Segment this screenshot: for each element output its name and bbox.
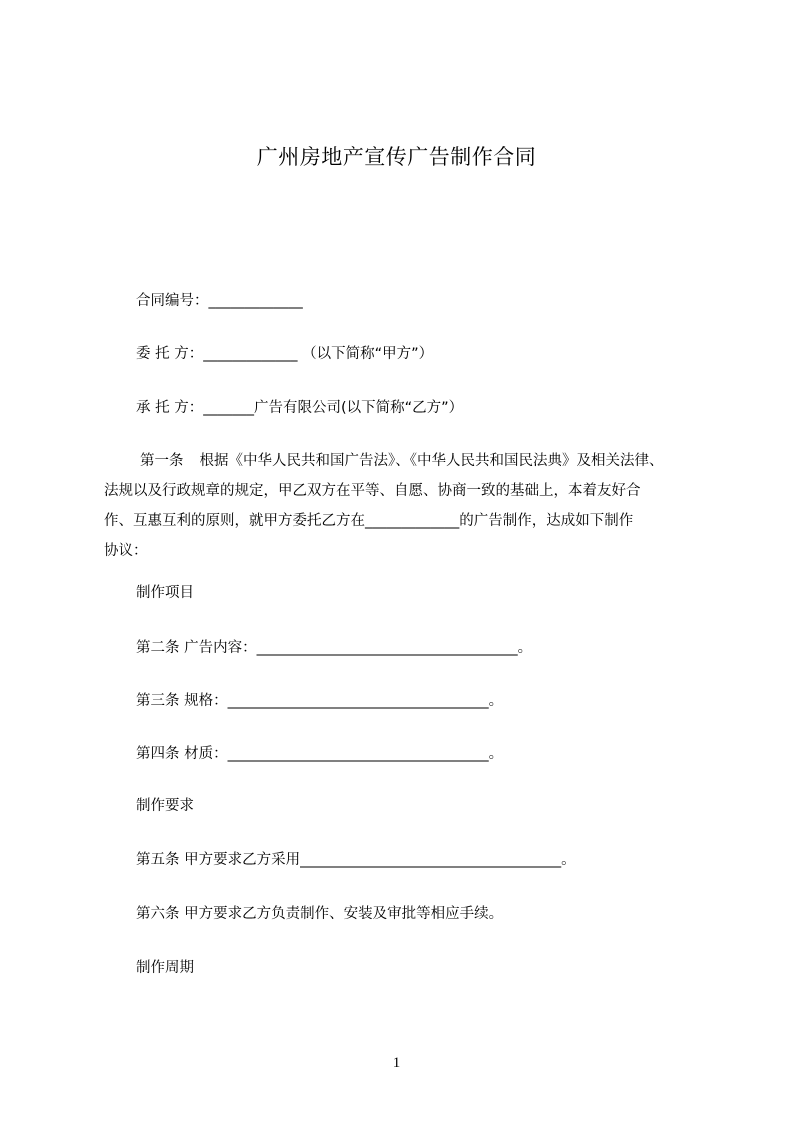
article-1-line-2: 法规以及行政规章的规定，甲乙双方在平等、自愿、协商一致的基础上，本着友好合: [104, 483, 641, 499]
section-heading-production-requirements: 制作要求: [136, 798, 194, 814]
article-1-line-4: 协议：: [104, 543, 148, 559]
document-title: 广州房地产宣传广告制作合同: [256, 145, 537, 169]
article-2: 第二条 广告内容：____________________________________。: [136, 640, 533, 656]
article-5: 第五条 甲方要求乙方采用____________________________________。: [136, 852, 576, 868]
article-1: [104, 451, 724, 571]
article-1-line-1: 根据《中华人民共和国广告法》、《中华人民共和国民法典》及相关法律、: [199, 453, 664, 469]
article-6: 第六条 甲方要求乙方负责制作、安装及审批等相应手续。: [136, 906, 504, 922]
contractor-field: 承 托 方：_______广告有限公司(以下简称“乙方”）: [136, 400, 464, 416]
article-1-line-3: 作、互惠互利的原则，就甲方委托乙方在_____________的广告制作，达成如下制作: [104, 513, 634, 529]
article-3: 第三条 规格：____________________________________。: [136, 693, 504, 709]
client-field: 委 托 方：_____________ （以下简称“甲方”）: [136, 346, 434, 362]
contract-number-field: 合同编号：_____________: [136, 293, 303, 309]
page-number: 1: [392, 1055, 401, 1071]
section-heading-production-period: 制作周期: [136, 960, 194, 976]
article-4: 第四条 材质：____________________________________。: [136, 746, 504, 762]
section-heading-production-items: 制作项目: [136, 585, 194, 601]
article-1-label: 第一条: [140, 453, 184, 469]
